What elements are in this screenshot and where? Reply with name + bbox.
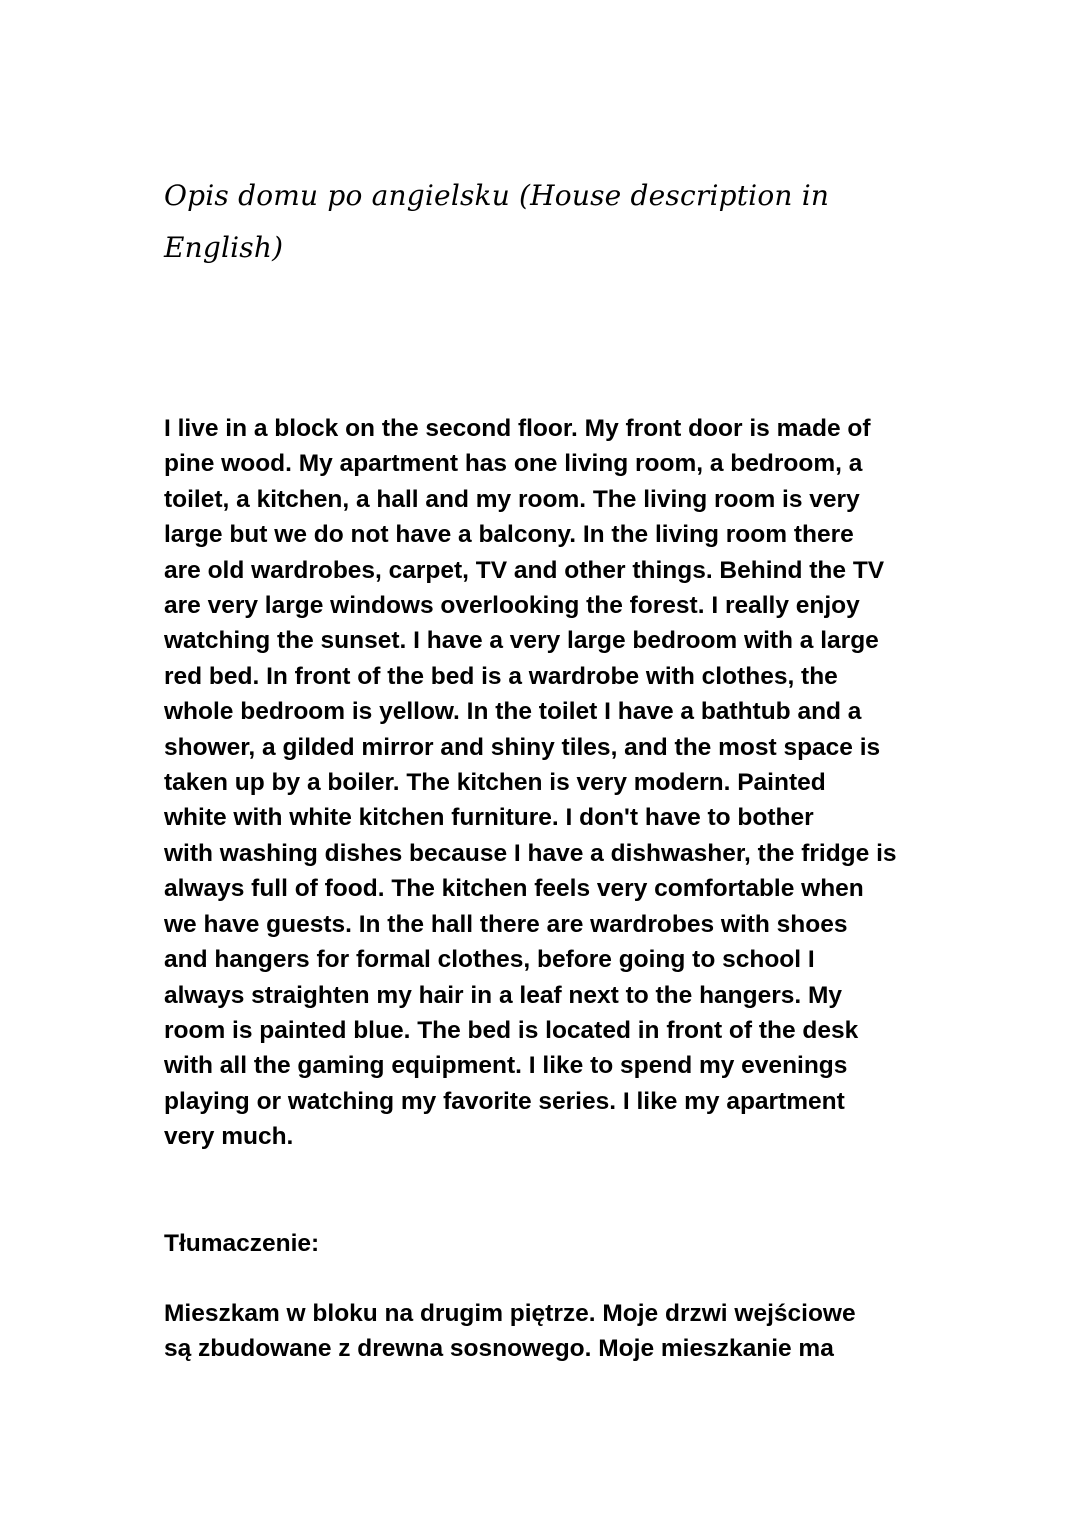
body-line: are very large windows overlooking the forest. I really enjoy <box>164 592 860 620</box>
body-line: white with white kitchen furniture. I don't have to bother <box>164 804 814 832</box>
title-line: English) <box>164 231 284 264</box>
body-line: room is painted blue. The bed is located in front of the desk <box>164 1016 859 1044</box>
body-line: and hangers for formal clothes, before going to school I <box>164 946 815 974</box>
body-line: with all the gaming equipment. I like to spend my evenings <box>164 1052 848 1080</box>
body-line: I live in a block on the second floor. My front door is made of <box>164 415 871 442</box>
body-line: taken up by a boiler. The kitchen is very modern. Painted <box>164 769 826 797</box>
body-line: we have guests. In the hall there are wardrobes with shoes <box>164 910 848 938</box>
body-line: with washing dishes because I have a dishwasher, the fridge is <box>164 839 897 867</box>
body-line: playing or watching my favorite series. I like my apartment <box>164 1087 845 1115</box>
translation-heading: Tłumaczenie: <box>164 1230 320 1257</box>
translation-line: Mieszkam w bloku na drugim piętrze. Moje drzwi wejściowe <box>164 1300 856 1327</box>
body-line: are old wardrobes, carpet, TV and other things. Behind the TV <box>164 556 885 584</box>
body-line: whole bedroom is yellow. In the toilet I have a bathtub and a <box>164 698 862 726</box>
body-line: large but we do not have a balcony. In the living room there <box>164 521 854 549</box>
translation-line: są zbudowane z drewna sosnowego. Moje mieszkanie ma <box>164 1335 834 1363</box>
body-line: always full of food. The kitchen feels very comfortable when <box>164 875 864 903</box>
english-description <box>164 411 924 1155</box>
body-line: watching the sunset. I have a very large bedroom with a large <box>164 627 879 655</box>
body-line: shower, a gilded mirror and shiny tiles, and the most space is <box>164 733 881 761</box>
title-line: Opis domu po angielsku (House description in <box>164 179 830 212</box>
body-line: very much. <box>164 1123 294 1151</box>
body-line: pine wood. My apartment has one living room, a bedroom, a <box>164 450 863 478</box>
polish-translation <box>164 1296 924 1367</box>
document-title <box>164 170 884 274</box>
body-line: toilet, a kitchen, a hall and my room. The living room is very <box>164 485 860 513</box>
body-line: red bed. In front of the bed is a wardrobe with clothes, the <box>164 662 838 690</box>
body-line: always straighten my hair in a leaf next to the hangers. My <box>164 981 843 1009</box>
